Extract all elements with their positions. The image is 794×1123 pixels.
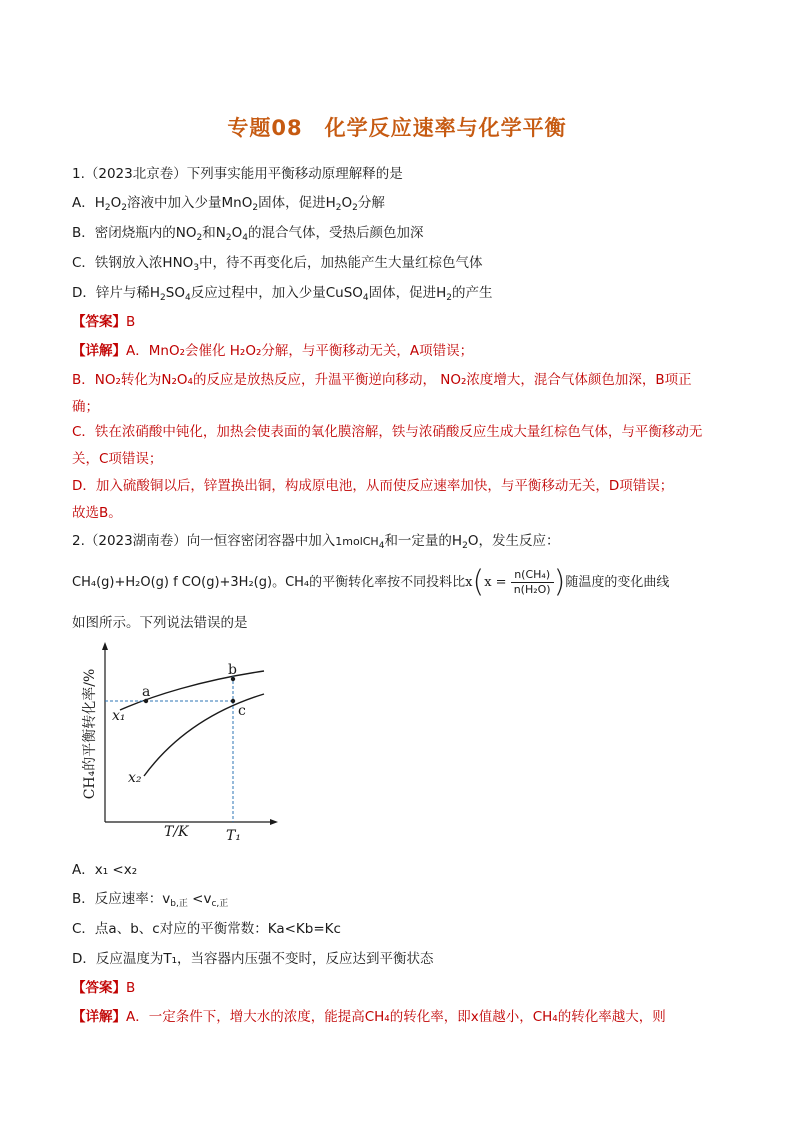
q2-equation: CH₄(g)+H₂O(g) f CO(g)+3H₂(g)。CH₄的平衡转化率按不同投料比x(x = $\frac{\text{n(CH₄)}}{\text{n(H₂O)}}$ )随温度的变化曲线 [72, 564, 670, 600]
x-tick-t1: T₁ [226, 828, 241, 844]
q2-option-c: C．点a、b、c对应的平衡常数：Ka<Kb=Kc [72, 921, 341, 937]
q2-answer: 【答案】B [72, 980, 136, 996]
ratio-fraction: $\frac{\text{n(CH₄)}}{\text{n(H₂O)}}$ [511, 568, 554, 597]
q1-option-b: B．密闭烧瓶内的$NO_2$和$N_2O_4$的混合气体，受热后颜色加深 [72, 225, 424, 243]
q1-option-d: D．锌片与稀$H_2SO_4$反应过程中，加入少量CuSO$_4$固体，促进$H_2$的产生 [72, 285, 493, 303]
point-c [231, 699, 235, 703]
q2-stem-2: 如图所示。下列说法错误的是 [72, 615, 248, 631]
label-c: c [238, 703, 246, 719]
q1-detail-c: C．铁在浓硝酸中钝化，加热会使表面的氧化膜溶解，铁与浓硝酸反应生成大量红棕色气体，与平衡移动无 [72, 424, 703, 440]
label-b: b [228, 662, 237, 678]
q1-conclusion: 故选B。 [72, 505, 122, 521]
q1-option-c: C．铁钢放入浓$HNO_3$中，待不再变化后，加热能产生大量红棕色气体 [72, 255, 483, 273]
q1-detail: 【详解】A．MnO₂会催化 H₂O₂分解，与平衡移动无关，A项错误； [72, 343, 474, 359]
q2-option-d: D．反应温度为T₁，当容器内压强不变时，反应达到平衡状态 [72, 951, 434, 967]
q1-detail-c-cont: 关，C项错误； [72, 451, 163, 467]
q1-detail-d: D．加入硫酸铜以后，锌置换出铜，构成原电池，从而使反应速率加快，与平衡移动无关，D项错误； [72, 478, 674, 494]
q1-stem: 1.（2023北京卷）下列事实能用平衡移动原理解释的是 [72, 166, 403, 182]
x-axis-label: T/K [164, 824, 189, 840]
q2-option-a: A．x₁ <x₂ [72, 862, 138, 878]
q1-detail-b: B．NO₂转化为N₂O₄的反应是放热反应，升温平衡逆向移动， NO₂浓度增大，混合气体颜色加深，B项正 [72, 372, 692, 388]
series-x2-curve [144, 694, 264, 776]
q2-detail: 【详解】A．一定条件下，增大水的浓度，能提高CH₄的转化率，即x值越小，CH₄的转化率越大，则 [72, 1009, 666, 1025]
q2-stem: 2.（2023湖南卷）向一恒容密闭容器中加入1molCH$_4$和一定量的$H_2O$，发生反应： [72, 533, 560, 551]
label-a: a [142, 684, 151, 700]
q2-option-b: B．反应速率：$v_{b,正} <v_{c,正}$ [72, 891, 229, 909]
label-x1: x₁ [112, 708, 126, 724]
x-axis-arrow [270, 819, 278, 825]
conversion-chart [72, 638, 292, 848]
page-title: 专题08 化学反应速率与化学平衡 [227, 116, 567, 140]
q1-option-a: A．$H_2O_2$溶液中加入少量MnO$_2$固体，促进$H_2O_2$分解 [72, 195, 385, 213]
y-axis-arrow [102, 642, 108, 650]
q1-detail-b-cont: 确； [72, 399, 99, 415]
y-axis-label: CH₄的平衡转化率/% [82, 668, 98, 800]
label-x2: x₂ [128, 770, 142, 786]
q1-answer: 【答案】B [72, 314, 136, 330]
